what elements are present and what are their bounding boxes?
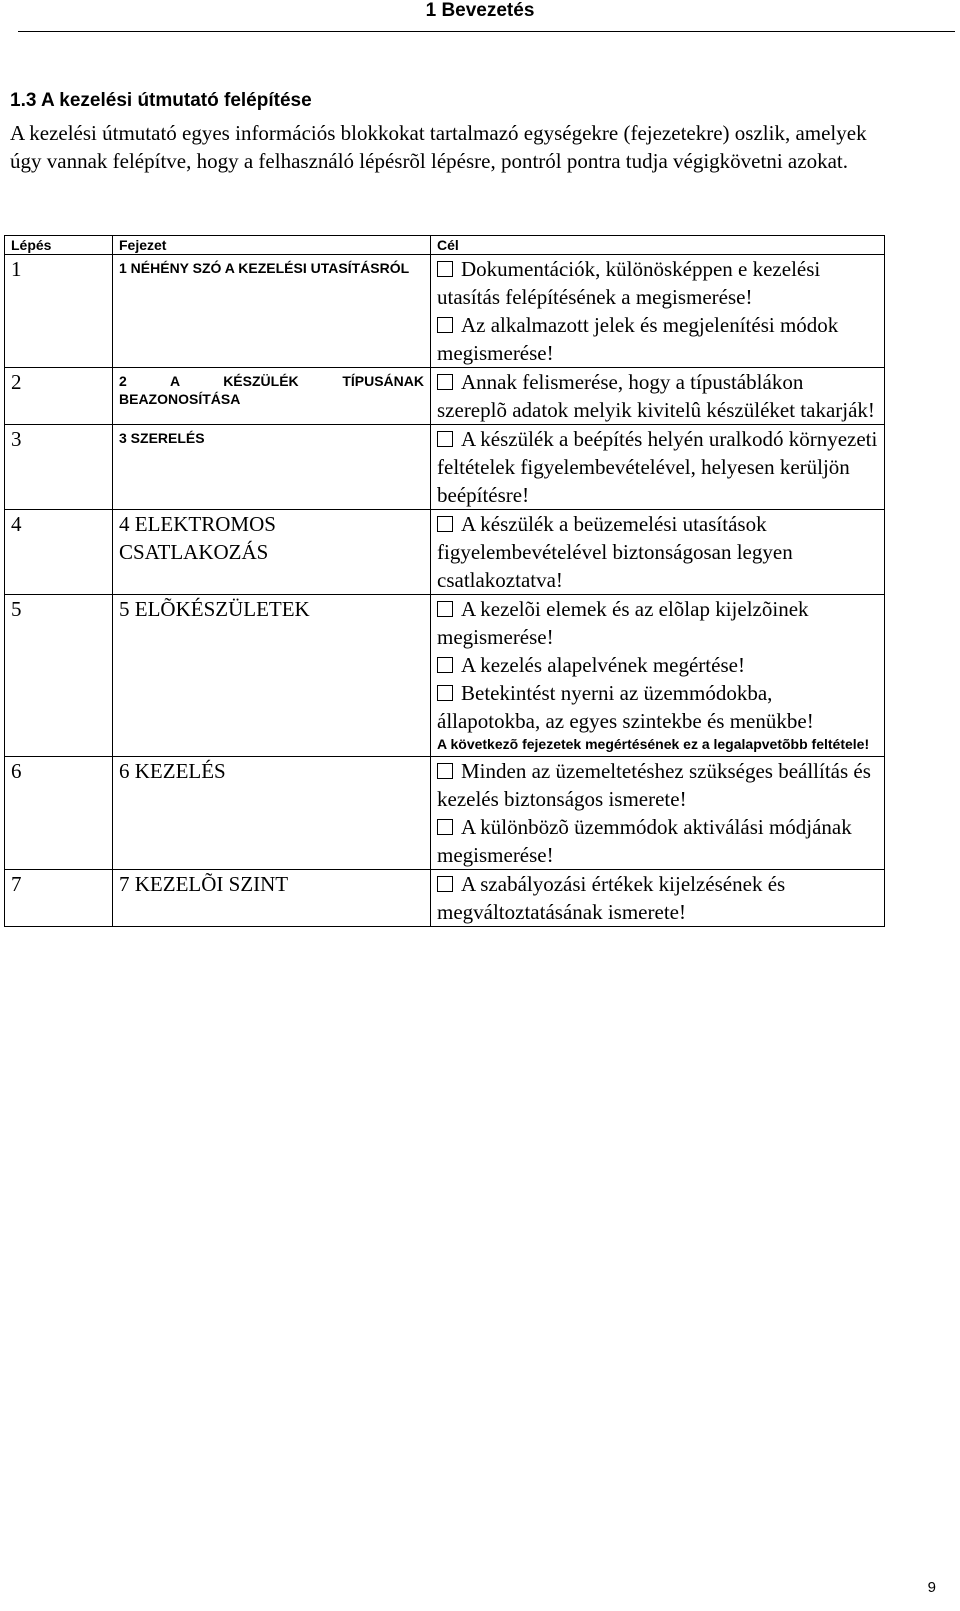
table-header-row — [5, 236, 885, 255]
goal-cell — [431, 425, 885, 510]
chapter-title: 2 A KÉSZÜLÉK TÍPUSÁNAK BEAZONOSÍTÁSA — [119, 373, 424, 407]
header-step: Lépés — [5, 236, 113, 255]
step-number: 5 — [5, 595, 113, 757]
chapter-title-cell — [113, 368, 431, 425]
running-title: 1 Bevezetés — [425, 0, 535, 21]
goal-item: A kezelõi elemek és az elõlap kijelzõinek megismerése! — [437, 597, 809, 649]
table-row — [5, 425, 885, 510]
table-row — [5, 757, 885, 870]
goal-cell — [431, 870, 885, 927]
header-chapter: Fejezet — [113, 236, 431, 255]
chapter-title: 6 KEZELÉS — [113, 757, 431, 870]
goal-cell — [431, 595, 885, 757]
checkbox-icon — [437, 601, 453, 617]
table-row — [5, 510, 885, 595]
checkbox-icon — [437, 876, 453, 892]
section-title: 1.3 A kezelési útmutató felépítése — [10, 90, 312, 111]
checkbox-icon — [437, 431, 453, 447]
chapter-title-cell — [113, 425, 431, 510]
chapter-title-cell — [113, 255, 431, 368]
chapter-title: 3 SZERELÉS — [119, 430, 205, 446]
chapter-title: 5 ELÕKÉSZÜLETEK — [113, 595, 431, 757]
checkbox-icon — [437, 374, 453, 390]
header-rule — [18, 31, 955, 32]
checkbox-icon — [437, 763, 453, 779]
table-row — [5, 368, 885, 425]
goal-item: A különbözõ üzemmódok aktiválási módjának megismerése! — [437, 815, 852, 867]
chapter-table — [4, 235, 885, 927]
checkbox-icon — [437, 685, 453, 701]
step-number: 2 — [5, 368, 113, 425]
checkbox-icon — [437, 657, 453, 673]
header-goal: Cél — [431, 236, 885, 255]
goal-cell — [431, 757, 885, 870]
goal-item: Betekintést nyerni az üzemmódokba, állapotokba, az egyes szintekbe és menükbe! — [437, 681, 814, 733]
goal-item: A készülék a beépítés helyén uralkodó környezeti feltételek figyelembevételével, helyesen kerüljön beépítésre! — [437, 427, 878, 507]
goal-item: Dokumentációk, különösképpen e kezelési utasítás felépítésének a megismerése! — [437, 257, 821, 309]
checkbox-icon — [437, 819, 453, 835]
goal-note: A következõ fejezetek megértésének ez a legalapvetõbb feltétele! — [437, 736, 870, 752]
goal-cell — [431, 368, 885, 425]
table-row — [5, 595, 885, 757]
goal-item: A szabályozási értékek kijelzésének és megváltoztatásának ismerete! — [437, 872, 786, 924]
table-row — [5, 255, 885, 368]
step-number: 4 — [5, 510, 113, 595]
goal-cell — [431, 510, 885, 595]
chapter-title: 1 NÉHÉNY SZÓ A KEZELÉSI UTASÍTÁSRÓL — [119, 260, 410, 276]
step-number: 7 — [5, 870, 113, 927]
goal-item: Az alkalmazott jelek és megjelenítési módok megismerése! — [437, 313, 839, 365]
step-number: 1 — [5, 255, 113, 368]
goal-item: A készülék a beüzemelési utasítások figyelembevételével biztonságosan legyen csatlakoztatva! — [437, 512, 793, 592]
step-number: 6 — [5, 757, 113, 870]
section-intro: A kezelési útmutató egyes információs blokkokat tartalmazó egységekre (fejezetekre) oszlik, amelyek úgy vannak felépítve, hogy a felhasználó lépésrõl lépésre, pontról pontra tudja végigkövetni azokat. — [10, 121, 867, 173]
checkbox-icon — [437, 516, 453, 532]
step-number: 3 — [5, 425, 113, 510]
running-header — [0, 0, 960, 33]
chapter-title: 4 ELEKTROMOS CSATLAKOZÁS — [113, 510, 431, 595]
chapter-title: 7 KEZELÕI SZINT — [113, 870, 431, 927]
page-number: 9 — [927, 1579, 936, 1596]
goal-item: A kezelés alapelvének megértése! — [437, 651, 878, 679]
goal-item: Annak felismerése, hogy a típustáblákon szereplõ adatok melyik kivitelû készüléket takarják! — [437, 370, 875, 422]
goal-cell — [431, 255, 885, 368]
goal-item: Minden az üzemeltetéshez szükséges beállítás és kezelés biztonságos ismerete! — [437, 759, 871, 811]
checkbox-icon — [437, 261, 453, 277]
checkbox-icon — [437, 317, 453, 333]
table-row — [5, 870, 885, 927]
